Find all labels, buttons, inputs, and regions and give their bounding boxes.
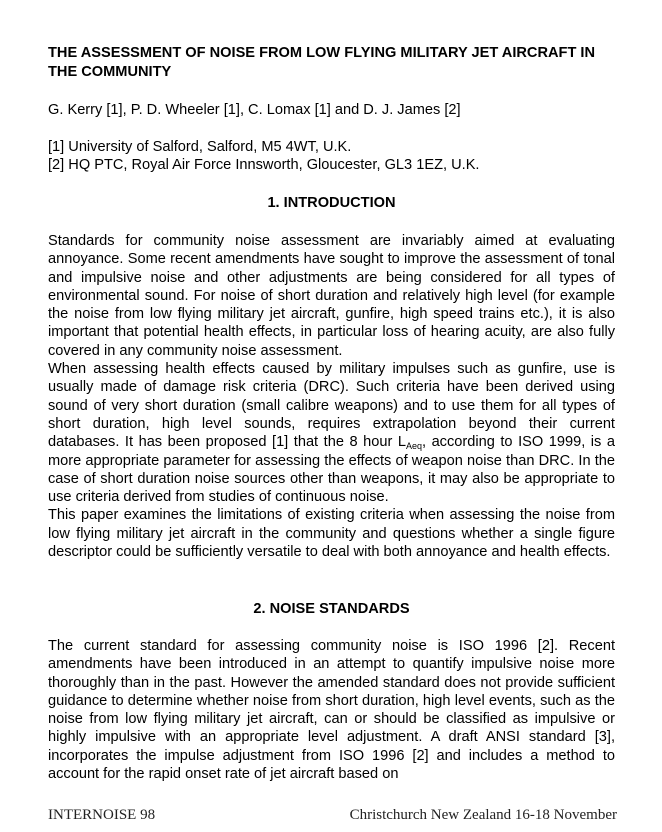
intro-paragraph-2 <box>48 360 615 506</box>
laeq-subscript: Aeq <box>405 441 422 452</box>
introduction-body <box>48 232 615 561</box>
paper-title: THE ASSESSMENT OF NOISE FROM LOW FLYING MILITARY JET AIRCRAFT IN THE COMMUNITY <box>48 45 596 80</box>
section-heading-introduction: 1. INTRODUCTION <box>267 195 396 211</box>
intro-paragraph-1: Standards for community noise assessment are invariably aimed at evaluating annoyance. Some recent amendments have sought to improve the assessment of tonal and impulsive noise and other adjustments are being considered for all types of environmental sound. For noise of short duration and relatively high level (for example the noise from low flying military jet aircraft, gunfire, high speed trains etc.), it is also important that potential health effects, in particular loss of hearing acuity, are also fully covered in any community noise assessment. <box>48 233 615 359</box>
footer-location-date: Christchurch New Zealand 16-18 November <box>349 807 617 823</box>
intro-p2-text-after: , according to ISO 1999, is a more appropriate parameter for assessing the effects of weapon noise than DRC. In the case of short duration noise sources other than weapons, it may also be appropriate to use criteria derived from studies of continuous noise. <box>48 434 615 506</box>
intro-p2-text-before: When assessing health effects caused by military impulses such as gunfire, use is usually made of damage risk criteria (DRC). Such criteria have been derived using sound of very short duration (small calibre weapons) and to use them for all types of short duration, high level sounds, requires extrapolation beyond their current databases. It has been proposed [1] that the 8 hour L <box>48 361 615 451</box>
affiliation-1: [1] University of Salford, Salford, M5 4WT, U.K. <box>48 139 352 155</box>
affiliation-list <box>48 138 479 174</box>
author-list: G. Kerry [1], P. D. Wheeler [1], C. Lomax [1] and D. J. James [2] <box>48 102 461 118</box>
section-heading-noise-standards: 2. NOISE STANDARDS <box>253 601 410 617</box>
footer-conference: INTERNOISE 98 <box>48 807 156 823</box>
noise-standards-body <box>48 637 615 783</box>
standards-paragraph-1: The current standard for assessing community noise is ISO 1996 [2]. Recent amendments have been introduced in an attempt to quantify impulsive noise more thoroughly than in the past. However the amended standard does not provide sufficient guidance to determine whether noise from short duration, high level events, such as the noise from low flying military jet aircraft, can or should be classified as impulsive or highly impulsive with an appropriate level adjustment. A draft ANSI standard [3], incorporates the impulse adjustment from ISO 1996 [2] and includes a method to account for the rapid onset rate of jet aircraft based on <box>48 638 615 783</box>
intro-paragraph-3: This paper examines the limitations of existing criteria when assessing the noise from low flying military jet aircraft in the community and questions whether a single figure descriptor could be sufficiently versatile to deal with both annoyance and health effects. <box>48 507 615 561</box>
affiliation-2: [2] HQ PTC, Royal Air Force Innsworth, Gloucester, GL3 1EZ, U.K. <box>48 157 480 173</box>
